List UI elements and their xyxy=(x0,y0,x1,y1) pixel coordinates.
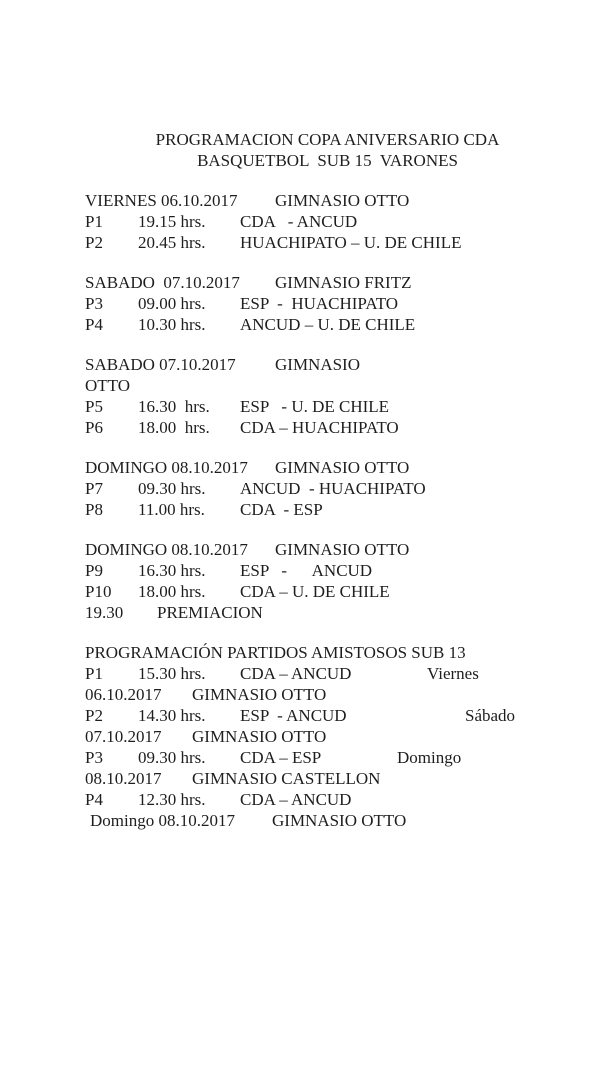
game-match: ESP - U. DE CHILE xyxy=(240,397,390,416)
game-day: Viernes xyxy=(427,664,479,683)
game-id: P1 xyxy=(85,212,103,231)
section-date: VIERNES 06.10.2017 xyxy=(85,191,238,210)
game-row xyxy=(85,499,570,520)
game-id: P7 xyxy=(85,479,103,498)
game-match: CDA - ANCUD xyxy=(240,212,358,231)
game-row xyxy=(85,478,570,499)
cont-venue: GIMNASIO OTTO xyxy=(192,727,327,746)
game-time: 18.00 hrs. xyxy=(138,418,210,437)
game-id: P4 xyxy=(85,315,103,334)
game-id: P5 xyxy=(85,397,103,416)
game-id: P10 xyxy=(85,582,112,601)
game-match: ESP - HUACHIPATO xyxy=(240,294,399,313)
game-match: CDA - ESP xyxy=(240,500,323,519)
game-time: 14.30 hrs. xyxy=(138,706,206,725)
game-row xyxy=(85,232,570,253)
game-id: P3 xyxy=(85,748,103,767)
section-header xyxy=(85,354,570,375)
schedule-section-viernes xyxy=(85,190,570,253)
game-time: 18.00 hrs. xyxy=(138,582,206,601)
game-match: ANCUD – U. DE CHILE xyxy=(240,315,416,334)
game-time: 15.30 hrs. xyxy=(138,664,206,683)
section-venue-wrap xyxy=(85,375,570,396)
game-row xyxy=(85,663,570,684)
game-match: CDA – HUACHIPATO xyxy=(240,418,399,437)
cont-venue: GIMNASIO CASTELLON xyxy=(192,769,381,788)
section-venue-line2: OTTO xyxy=(85,376,131,395)
game-time: 19.15 hrs. xyxy=(138,212,206,231)
section-date: DOMINGO 08.10.2017 xyxy=(85,540,248,559)
game-time: 16.30 hrs. xyxy=(138,397,210,416)
page-title-line2: BASQUETBOL SUB 15 VARONES xyxy=(197,151,458,170)
game-time: 10.30 hrs. xyxy=(138,315,206,334)
cont-date: 08.10.2017 xyxy=(85,769,162,788)
sub13-header xyxy=(85,642,570,663)
section-date: SABADO 07.10.2017 xyxy=(85,355,236,374)
section-venue: GIMNASIO OTTO xyxy=(275,540,410,559)
game-cont-row xyxy=(85,810,570,831)
premiacion-row xyxy=(85,602,570,623)
game-row xyxy=(85,581,570,602)
schedule-section-domingo-2 xyxy=(85,539,570,623)
cont-venue: GIMNASIO OTTO xyxy=(192,685,327,704)
game-match: ESP - ANCUD xyxy=(240,706,347,725)
game-row xyxy=(85,396,570,417)
game-match: CDA – U. DE CHILE xyxy=(240,582,390,601)
cont-date: 06.10.2017 xyxy=(85,685,162,704)
game-row xyxy=(85,747,570,768)
game-time: 16.30 hrs. xyxy=(138,561,206,580)
game-id: P1 xyxy=(85,664,103,683)
schedule-section-sabado-fritz xyxy=(85,272,570,335)
section-venue: GIMNASIO OTTO xyxy=(275,458,410,477)
game-cont-row xyxy=(85,684,570,705)
game-match: HUACHIPATO – U. DE CHILE xyxy=(240,233,462,252)
schedule-section-sabado-otto xyxy=(85,354,570,438)
game-match: CDA – ANCUD xyxy=(240,790,352,809)
section-date: SABADO 07.10.2017 xyxy=(85,273,240,292)
page-title-line1: PROGRAMACION COPA ANIVERSARIO CDA xyxy=(155,130,500,149)
game-row xyxy=(85,560,570,581)
game-id: P8 xyxy=(85,500,103,519)
section-venue: GIMNASIO FRITZ xyxy=(275,273,412,292)
game-time: 12.30 hrs. xyxy=(138,790,206,809)
game-row xyxy=(85,705,570,726)
premiacion-label: PREMIACION xyxy=(157,603,263,622)
game-day: Domingo xyxy=(397,748,462,767)
game-row xyxy=(85,417,570,438)
schedule-section-domingo-1 xyxy=(85,457,570,520)
game-time: 11.00 hrs. xyxy=(138,500,205,519)
game-row xyxy=(85,293,570,314)
section-header xyxy=(85,190,570,211)
game-cont-row xyxy=(85,768,570,789)
game-row xyxy=(85,789,570,810)
section-date: DOMINGO 08.10.2017 xyxy=(85,458,248,477)
game-id: P4 xyxy=(85,790,103,809)
section-venue: GIMNASIO OTTO xyxy=(275,191,410,210)
game-id: P2 xyxy=(85,706,103,725)
section-venue: GIMNASIO xyxy=(275,355,360,374)
game-row xyxy=(85,211,570,232)
game-match: CDA – ANCUD xyxy=(240,664,352,683)
game-cont-row xyxy=(85,726,570,747)
game-id: P3 xyxy=(85,294,103,313)
game-match: ESP - ANCUD xyxy=(240,561,373,580)
game-row xyxy=(85,314,570,335)
cont-venue: GIMNASIO OTTO xyxy=(272,811,407,830)
schedule-section-sub13 xyxy=(85,642,570,831)
section-header xyxy=(85,272,570,293)
cont-date: 07.10.2017 xyxy=(85,727,162,746)
sub13-header-text: PROGRAMACIÓN PARTIDOS AMISTOSOS SUB 13 xyxy=(85,643,466,662)
game-id: P9 xyxy=(85,561,103,580)
game-id: P6 xyxy=(85,418,103,437)
game-match: ANCUD - HUACHIPATO xyxy=(240,479,426,498)
page-title xyxy=(85,129,570,171)
section-header xyxy=(85,539,570,560)
game-id: P2 xyxy=(85,233,103,252)
game-time: 09.30 hrs. xyxy=(138,479,206,498)
game-time: 09.30 hrs. xyxy=(138,748,206,767)
game-time: 09.00 hrs. xyxy=(138,294,206,313)
game-day: Sábado xyxy=(465,706,516,725)
premiacion-time: 19.30 xyxy=(85,603,124,622)
game-time: 20.45 hrs. xyxy=(138,233,206,252)
section-header xyxy=(85,457,570,478)
cont-date: Domingo 08.10.2017 xyxy=(90,811,235,830)
game-match: CDA – ESP xyxy=(240,748,322,767)
